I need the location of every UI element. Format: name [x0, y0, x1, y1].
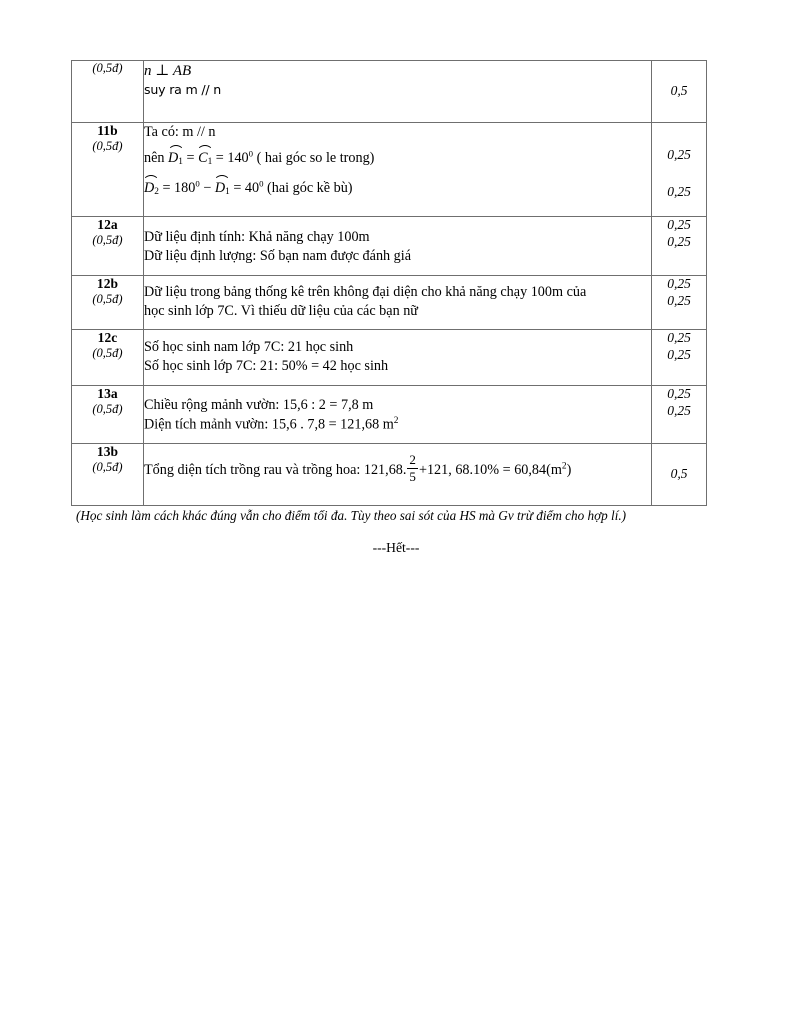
angle-value [227, 150, 253, 166]
row-text-line: Dữ liệu định lượng: Số bạn nam được đánh giá [144, 248, 412, 265]
line-prefix: Tổng diện tích trồng rau và trồng hoa: [144, 461, 361, 478]
row-content-cell [144, 217, 652, 276]
row-content-cell [144, 276, 652, 330]
row-label-cell [72, 330, 144, 386]
square-sup: 2 [561, 461, 567, 472]
row-points-cell [652, 444, 707, 506]
value-number: 140 [227, 150, 249, 167]
row-points-cell [652, 330, 707, 386]
row-score-label: (0,5đ) [92, 138, 123, 153]
row-label-cell [72, 276, 144, 330]
row-score-label: (0,5đ) [92, 291, 123, 306]
row-label-cell [72, 217, 144, 276]
result-close-paren: ) [566, 461, 572, 478]
angle-subscript: 2 [154, 187, 159, 198]
row-label-cell [72, 61, 144, 123]
minus-sign: − [203, 180, 212, 197]
table-row [72, 444, 707, 506]
line-prefix: nên [144, 150, 165, 167]
angle-symbol-c1 [198, 146, 212, 169]
points-value: 0,25 [667, 386, 691, 401]
equals-sign: = [215, 150, 224, 167]
table-row [72, 217, 707, 276]
points-stack [652, 147, 706, 201]
row-text-line: Dữ liệu định tính: Khả năng chạy 100m [144, 229, 370, 245]
points-value: 0,25 [667, 217, 691, 232]
angle-symbol-d1b [215, 176, 230, 199]
value-number: 180 [174, 180, 196, 197]
points-value: 0,5 [670, 466, 688, 482]
row-points-cell [652, 386, 707, 444]
fraction-numerator: 2 [409, 452, 416, 467]
row-content-cell [144, 123, 652, 217]
math-line-angle-equality [144, 142, 651, 169]
angle-subscript: 1 [207, 157, 213, 168]
row-text-line-area [144, 415, 651, 435]
term-first: 121,68. [363, 461, 407, 478]
row-points-cell [652, 61, 707, 123]
reason-text: ( hai góc so le trong) [256, 150, 375, 167]
math-line-total-area [144, 444, 651, 483]
row-points-cell [652, 276, 707, 330]
angle-subscript: 1 [225, 187, 230, 198]
square-sup: 2 [393, 416, 399, 427]
table-row [72, 276, 707, 330]
row-text-line: học sinh lớp 7C. Vì thiếu dữ liệu của các bạn nữ [144, 303, 418, 320]
row-points-cell [652, 217, 707, 276]
row-score-label: (0,5đ) [92, 232, 123, 247]
row-text-line: Số học sinh lớp 7C: 21: 50% = 42 học sinh [144, 358, 389, 375]
row-code-label: 11b [97, 123, 118, 138]
points-value: 0,25 [667, 292, 691, 308]
points-value: 0,25 [667, 233, 691, 249]
angle-subscript: 1 [178, 157, 183, 168]
angle-letter: D [214, 180, 226, 197]
angle-letter: D [144, 180, 155, 197]
row-code-label: 13a [97, 386, 118, 401]
row-text-line: Dữ liệu trong bảng thống kê trên không đại diện cho khả năng chạy 100m của [144, 284, 587, 300]
table-row [72, 330, 707, 386]
row-score-label: (0,5đ) [92, 401, 123, 416]
fraction-denominator: 5 [409, 468, 416, 484]
answer-key-table [71, 60, 707, 506]
value-number: 40 [244, 180, 260, 197]
table-row [72, 61, 707, 123]
end-of-document-mark: ---Hết--- [372, 540, 420, 555]
math-line-supplementary [144, 169, 651, 199]
points-value: 0,5 [670, 83, 688, 99]
row-score-label: (0,5đ) [92, 345, 123, 360]
angle-symbol-d1 [168, 146, 183, 169]
math-expression [144, 61, 651, 81]
fraction-two-fifths [407, 453, 418, 483]
result-number: 60,84(m [514, 461, 562, 478]
points-value: 0,25 [667, 183, 691, 199]
row-score-label: (0,5đ) [92, 61, 123, 75]
angle-letter: C [198, 150, 208, 167]
math-text: n ⊥ AB [144, 63, 192, 79]
row-code-label: 12c [97, 330, 118, 345]
row-text-line: suy ra m // n [144, 82, 222, 98]
angle-symbol-d2 [144, 176, 159, 199]
equals-sign: = [162, 180, 171, 197]
value-180 [174, 180, 200, 196]
row-label-cell [72, 386, 144, 444]
points-value: 0,25 [667, 402, 691, 418]
points-value: 0,25 [667, 346, 691, 362]
angle-letter: D [168, 150, 179, 167]
degree-sup: 0 [195, 178, 200, 189]
row-code-label: 12a [97, 217, 118, 232]
row-text-line: Chiều rộng mảnh vườn: 15,6 : 2 = 7,8 m [144, 397, 374, 413]
term-second: +121, 68.10% [418, 461, 500, 478]
row-text-line: Số học sinh nam lớp 7C: 21 học sinh [144, 339, 354, 355]
row-content-cell [144, 330, 652, 386]
row-code-label: 12b [96, 276, 119, 291]
equals-sign: = [502, 461, 511, 478]
row-code-label: 13b [96, 444, 119, 459]
row-content-cell [144, 386, 652, 444]
table-row [72, 123, 707, 217]
equals-sign: = [233, 180, 242, 197]
row-text-line: Ta có: m // n [144, 124, 216, 140]
result-value [514, 462, 571, 478]
table-row [72, 386, 707, 444]
grading-note: (Học sinh làm cách khác đúng vẫn cho điểm tối đa. Tùy theo sai sót của HS mà Gv trừ điểm cho hợp lí.) [76, 508, 627, 523]
reason-text: (hai góc kề bù) [267, 180, 353, 197]
points-value: 0,25 [667, 330, 691, 345]
degree-sup: 0 [259, 178, 264, 189]
equals-sign: = [186, 150, 195, 167]
row-label-cell [72, 444, 144, 506]
points-value: 0,25 [667, 276, 691, 291]
row-content-cell [144, 61, 652, 123]
area-text: Diện tích mảnh vườn: 15,6 . 7,8 = 121,68 m [144, 417, 394, 434]
degree-sup: 0 [248, 148, 254, 159]
row-points-cell [652, 123, 707, 217]
points-value: 0,25 [667, 147, 691, 162]
value-40 [245, 180, 264, 196]
row-content-cell [144, 444, 652, 506]
row-label-cell [72, 123, 144, 217]
row-score-label: (0,5đ) [92, 459, 123, 474]
